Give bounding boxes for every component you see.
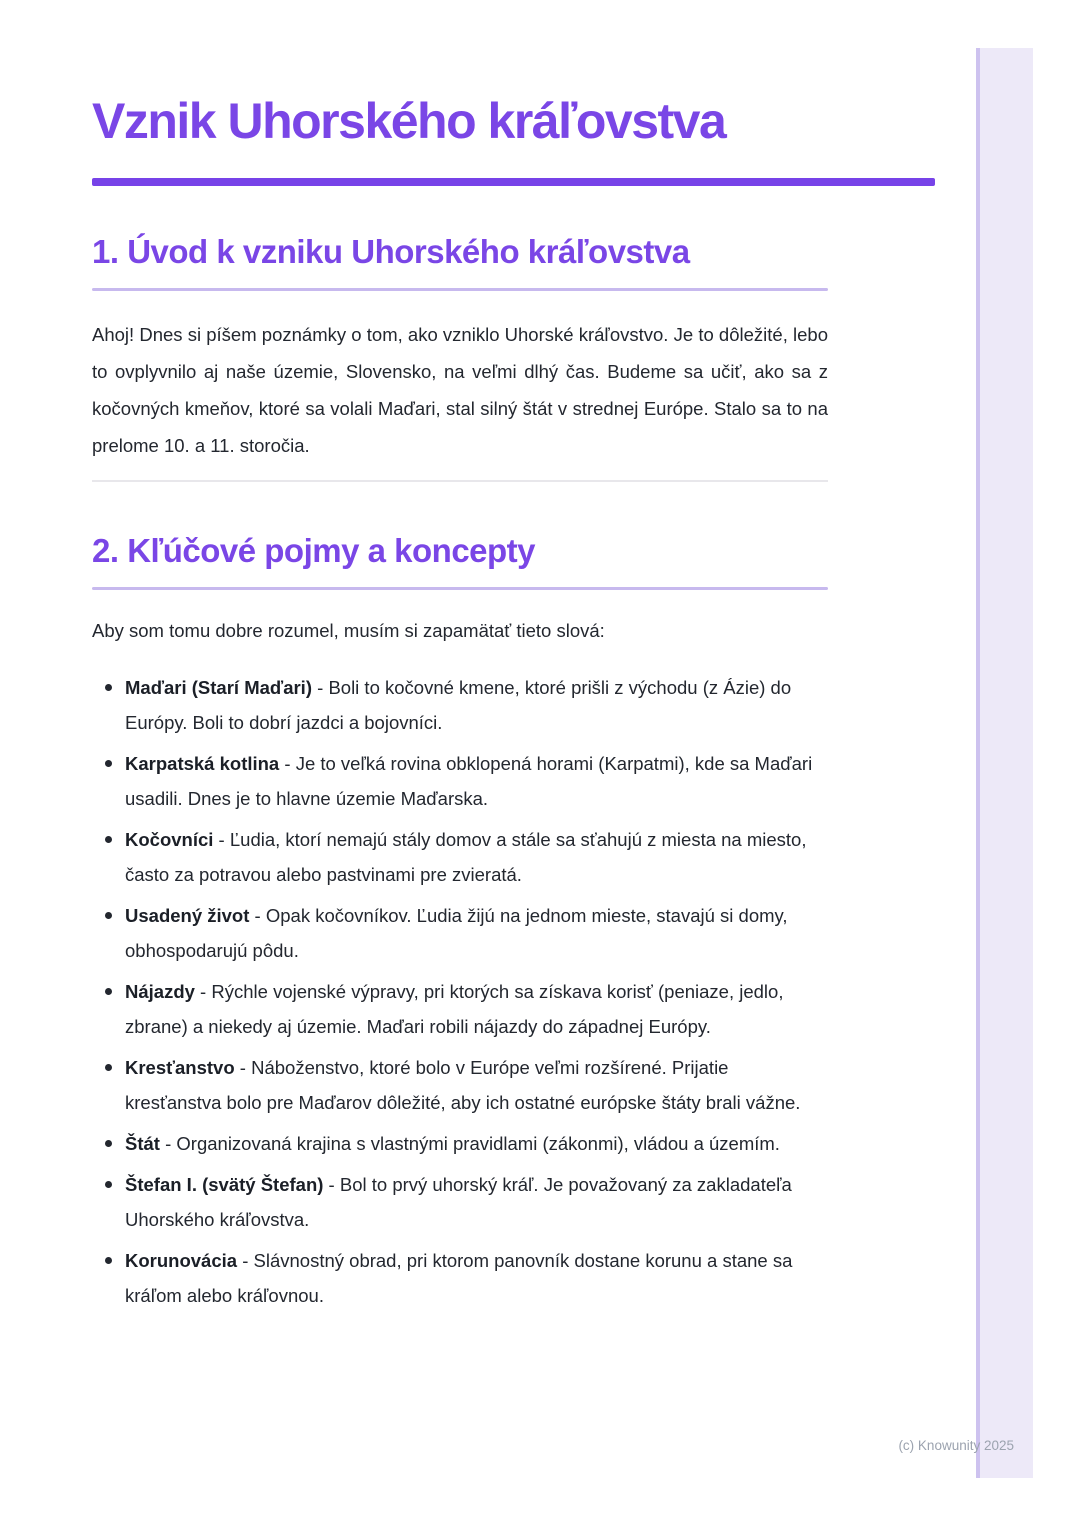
term-definition: Opak kočovníkov. Ľudia žijú na jednom mieste, stavajú si domy, obhospodarujú pôdu.	[125, 905, 788, 961]
term-label: Nájazdy	[125, 981, 195, 1002]
section-1-underline	[92, 288, 828, 291]
copyright-footer: (c) Knowunity 2025	[898, 1438, 1014, 1453]
list-item	[92, 1126, 828, 1161]
term-separator: -	[279, 753, 296, 774]
section-2-heading: 2. Kľúčové pojmy a koncepty	[92, 532, 536, 569]
term-definition: Ľudia, ktorí nemajú stály domov a stále sa sťahujú z miesta na miesto, často za potravou alebo pastvinami pre zvieratá.	[125, 829, 807, 885]
term-definition: Bol to prvý uhorský kráľ. Je považovaný za zakladateľa Uhorského kráľovstva.	[125, 1174, 792, 1230]
term-label: Usadený život	[125, 905, 250, 926]
term-label: Kočovníci	[125, 829, 214, 850]
list-item	[92, 822, 828, 892]
page-title: Vznik Uhorského kráľovstva	[92, 93, 726, 149]
term-label: Štefan I. (svätý Štefan)	[125, 1174, 324, 1195]
title-rule	[92, 178, 935, 186]
key-terms-list	[92, 670, 828, 1313]
term-definition: Organizovaná krajina s vlastnými pravidlami (zákonmi), vládou a územím.	[176, 1133, 780, 1154]
content-column	[92, 0, 828, 1313]
term-separator: -	[323, 1174, 340, 1195]
term-definition: Slávnostný obrad, pri ktorom panovník dostane korunu a stane sa kráľom alebo kráľovnou.	[125, 1250, 793, 1306]
list-item	[92, 1167, 828, 1237]
term-separator: -	[311, 677, 329, 698]
term-definition: Rýchle vojenské výpravy, pri ktorých sa získava korisť (peniaze, jedlo, zbrane) a niekedy aj územie. Maďari robili nájazdy do západnej Európy.	[125, 981, 784, 1037]
list-item	[92, 746, 828, 816]
list-item	[92, 1050, 828, 1120]
term-label: Karpatská kotlina	[125, 753, 280, 774]
section-2-intro: Aby som tomu dobre rozumel, musím si zapamätať tieto slová:	[92, 620, 605, 641]
section-2-underline	[92, 587, 828, 590]
term-label: Kresťanstvo	[125, 1057, 235, 1078]
right-accent-strip	[976, 48, 1033, 1478]
term-separator: -	[249, 905, 266, 926]
section-divider	[92, 480, 828, 482]
term-label: Maďari (Starí Maďari)	[125, 677, 312, 698]
term-definition: Náboženstvo, ktoré bolo v Európe veľmi rozšírené. Prijatie kresťanstva bolo pre Maďarov dôležité, aby ich ostatné európske štáty brali vážne.	[125, 1057, 801, 1113]
list-item	[92, 898, 828, 968]
term-definition: Je to veľká rovina obklopená horami (Karpatmi), kde sa Maďari usadili. Dnes je to hlavne územie Maďarska.	[125, 753, 813, 809]
list-item	[92, 974, 828, 1044]
list-item	[92, 670, 828, 740]
list-item	[92, 1243, 828, 1313]
term-label: Korunovácia	[125, 1250, 238, 1271]
term-separator: -	[194, 981, 212, 1002]
term-separator: -	[159, 1133, 177, 1154]
term-label: Štát	[125, 1133, 160, 1154]
term-separator: -	[237, 1250, 254, 1271]
section-1-heading: 1. Úvod k vzniku Uhorského kráľovstva	[92, 233, 690, 270]
term-definition: Boli to kočovné kmene, ktoré prišli z východu (z Ázie) do Európy. Boli to dobrí jazdci a bojovníci.	[125, 677, 792, 733]
term-separator: -	[234, 1057, 252, 1078]
section-1-paragraph: Ahoj! Dnes si píšem poznámky o tom, ako vzniklo Uhorské kráľovstvo. Je to dôležité, lebo to ovplyvnilo aj naše územie, Slovensko, na veľmi dlhý čas. Budeme sa učiť, ako sa z kočovných kmeňov, ktoré sa volali Maďari, stal silný štát v strednej Európe. Stalo sa to na prelome 10. a 11. storočia.	[92, 324, 828, 456]
term-separator: -	[213, 829, 230, 850]
